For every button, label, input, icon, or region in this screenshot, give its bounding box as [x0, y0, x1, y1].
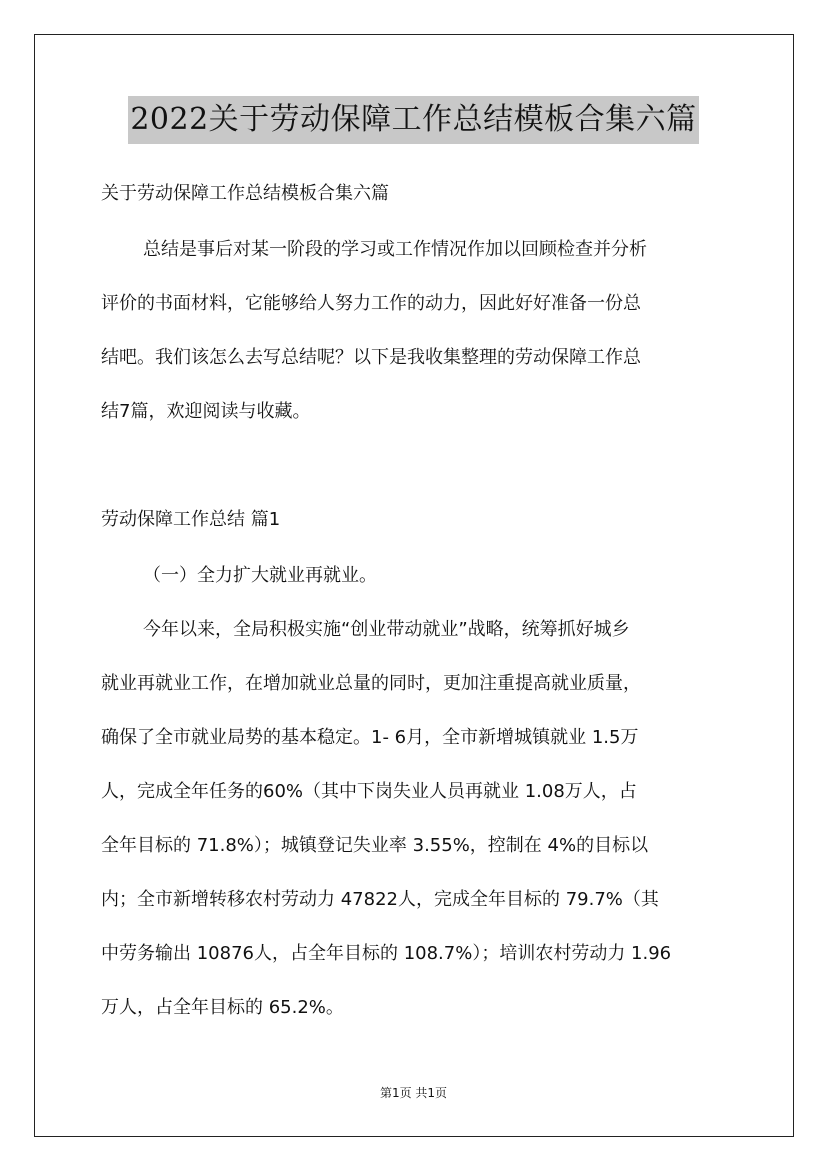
- body-line-2: 就业再就业工作，在增加就业总量的同时，更加注重提高就业质量，: [101, 673, 641, 694]
- section-subheading: （一）全力扩大就业再就业。: [143, 565, 377, 586]
- body-line-3: 确保了全市就业局势的基本稳定。1- 6月，全市新增城镇就业 1.5万: [101, 727, 639, 748]
- document-subtitle: 关于劳动保障工作总结模板合集六篇: [101, 183, 389, 204]
- intro-line-4: 结7篇，欢迎阅读与收藏。: [101, 401, 311, 422]
- body-line-7: 中劳务输出 10876人，占全年目标的 108.7%）；培训农村劳动力 1.96: [101, 943, 672, 964]
- intro-line-2: 评价的书面材料，它能够给人努力工作的动力，因此好好准备一份总: [101, 293, 641, 314]
- section-heading: 劳动保障工作总结 篇1: [101, 509, 281, 530]
- body-line-1: 今年以来，全局积极实施“创业带动就业”战略，统筹抓好城乡: [143, 619, 630, 640]
- document-title: 2022关于劳动保障工作总结模板合集六篇: [128, 96, 698, 144]
- page-footer: 第1页 共1页: [379, 1086, 448, 1100]
- body-line-8: 万人，占全年目标的 65.2%。: [101, 997, 344, 1018]
- body-line-6: 内；全市新增转移农村劳动力 47822人，完成全年目标的 79.7%（其: [101, 889, 659, 910]
- title-container: [0, 96, 827, 144]
- intro-line-1: 总结是事后对某一阶段的学习或工作情况作加以回顾检查并分析: [143, 239, 647, 260]
- intro-line-3: 结吧。我们该怎么去写总结呢？以下是我收集整理的劳动保障工作总: [101, 347, 641, 368]
- body-line-4: 人，完成全年任务的60%（其中下岗失业人员再就业 1.08万人，占: [101, 781, 637, 802]
- body-line-5: 全年目标的 71.8%）；城镇登记失业率 3.55%，控制在 4%的目标以: [101, 835, 649, 856]
